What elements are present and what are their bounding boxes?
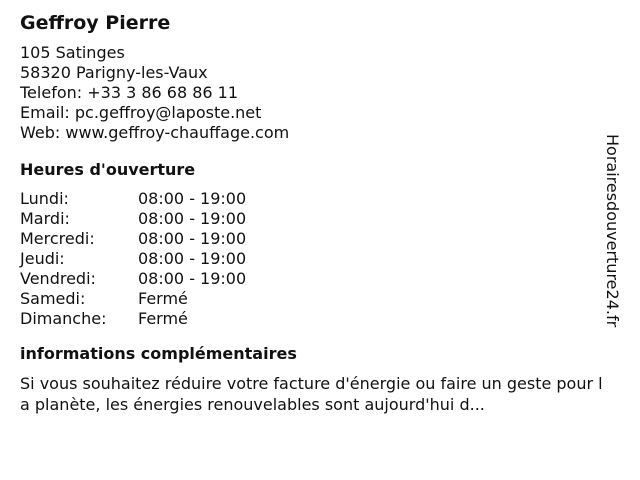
day-label: Samedi: [20, 289, 86, 308]
website: Web: www.geffroy-chauffage.com [20, 123, 290, 142]
phone-number: Telefon: +33 3 86 68 86 11 [20, 83, 239, 102]
day-label: Mardi: [20, 209, 70, 228]
hours-row-saturday [20, 289, 610, 309]
day-time: 08:00 - 19:00 [138, 189, 247, 208]
day-label: Mercredi: [20, 229, 95, 248]
day-time: Fermé [138, 289, 188, 308]
hours-row-tuesday [20, 209, 610, 229]
hours-row-thursday [20, 249, 610, 269]
day-time: Fermé [138, 309, 188, 328]
hours-row-friday [20, 269, 610, 289]
site-watermark: Horairesdouverture24.fr [603, 134, 622, 328]
day-time: 08:00 - 19:00 [138, 249, 247, 268]
day-time: 08:00 - 19:00 [138, 209, 247, 228]
day-label: Dimanche: [20, 309, 107, 328]
info-text: Si vous souhaitez réduire votre facture d'énergie ou faire un geste pour la planète, les énergies renouvelables sont aujourd'hui d... [20, 374, 603, 414]
contact-block [20, 43, 610, 143]
day-time: 08:00 - 19:00 [138, 269, 247, 288]
business-card [20, 10, 610, 415]
hours-row-monday [20, 189, 610, 209]
info-heading: informations complémentaires [20, 344, 297, 363]
day-label: Jeudi: [20, 249, 65, 268]
hours-row-wednesday [20, 229, 610, 249]
day-time: 08:00 - 19:00 [138, 229, 247, 248]
email-address: Email: pc.geffroy@laposte.net [20, 103, 262, 122]
city-address: 58320 Parigny-les-Vaux [20, 63, 208, 82]
opening-hours-table [20, 189, 610, 329]
hours-row-sunday [20, 309, 610, 329]
day-label: Vendredi: [20, 269, 96, 288]
hours-heading: Heures d'ouverture [20, 160, 196, 179]
business-name: Geffroy Pierre [20, 12, 171, 34]
street-address: 105 Satinges [20, 43, 125, 62]
day-label: Lundi: [20, 189, 69, 208]
